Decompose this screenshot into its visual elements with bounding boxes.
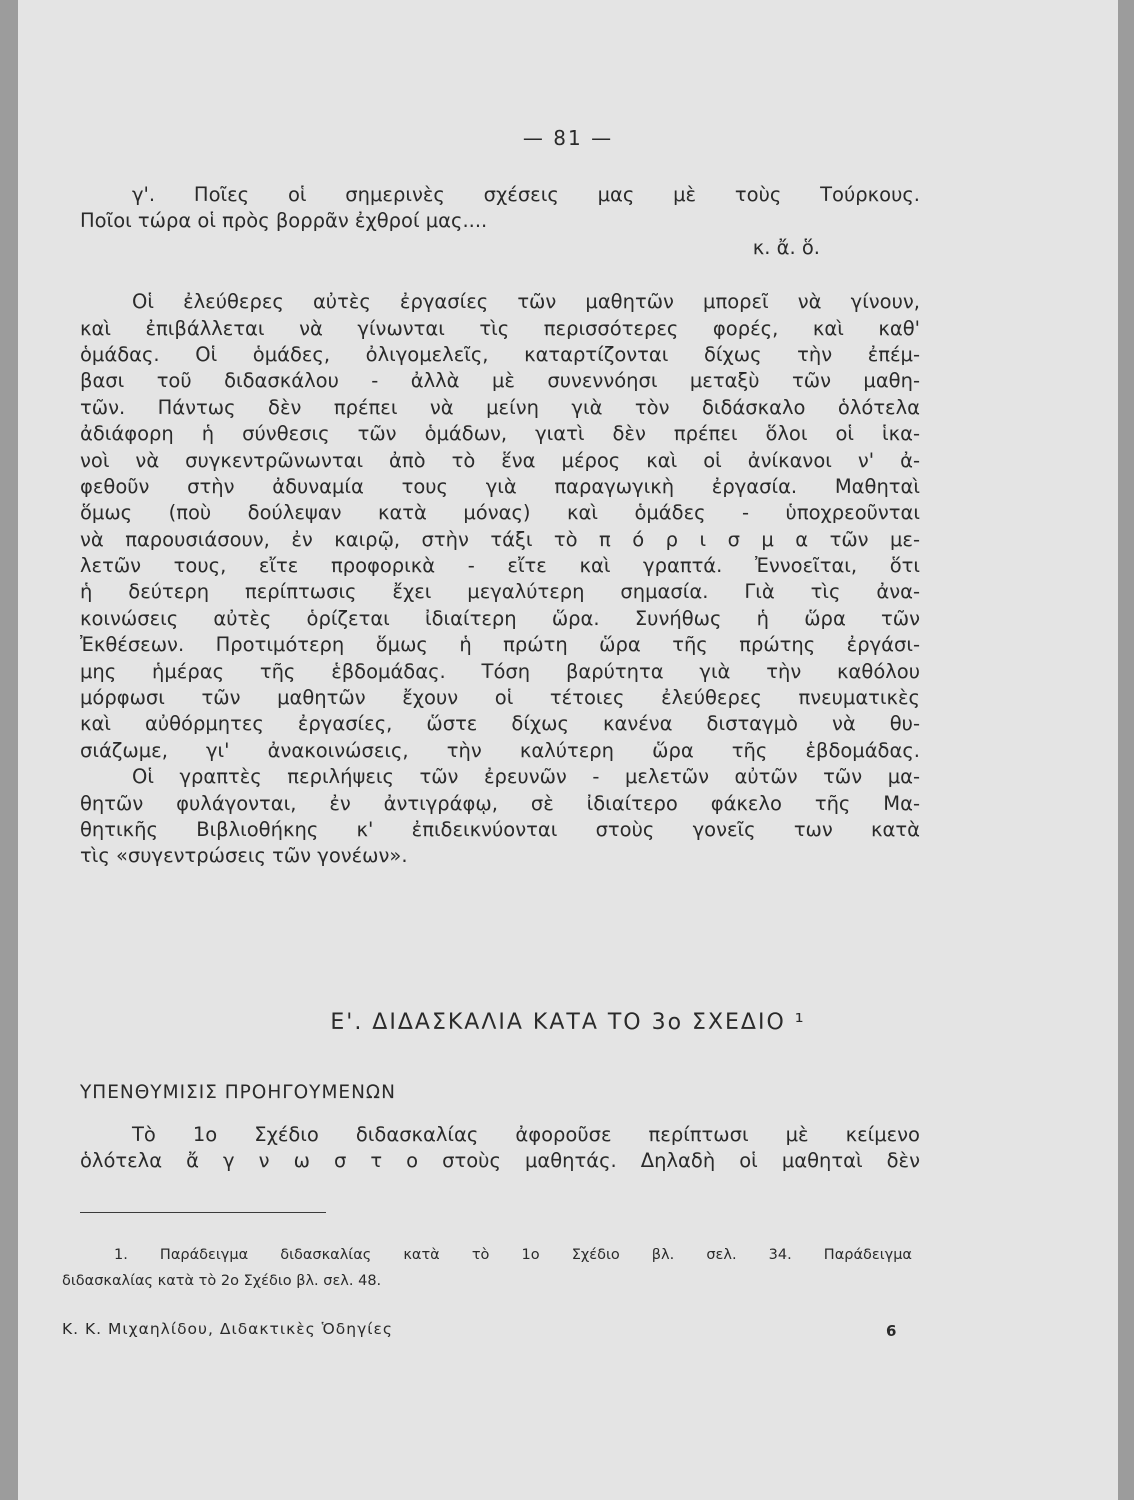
book-page (18, 0, 1118, 1500)
footnote-line: διδασκαλίας κατὰ τὸ 2ο Σχέδιο βλ. σελ. 48. (62, 1273, 382, 1290)
text-line: κ. ἄ. ὅ. (752, 235, 820, 259)
text-line: ὅμως (ποὺ δούλεψαν κατὰ μόνας) καὶ ὁμάδες - ὑποχρεοῦνται (80, 501, 920, 525)
text-line: ἡ δεύτερη περίπτωσις ἔχει μεγαλύτερη σημασία. Γιὰ τὶς ἀνα- (80, 580, 920, 604)
text-line: γ'. Ποῖες οἱ σημερινὲς σχέσεις μας μὲ τοὺς Τούρκους. (132, 183, 920, 206)
text-line: ἀδιάφορη ἡ σύνθεσις τῶν ὁμάδων, γιατὶ δὲν πρέπει ὅλοι οἱ ἱκα- (80, 422, 920, 446)
footer-author-title: Κ. Κ. Μιχαηλίδου, Διδακτικὲς Ὁδηγίες (62, 1320, 393, 1338)
text-line: τῶν. Πάντως δὲν πρέπει νὰ μείνη γιὰ τὸν διδάσκαλο ὁλότελα (80, 395, 920, 419)
footnote (62, 1244, 912, 1297)
paragraph-gap (80, 261, 920, 289)
text-line: Οἱ γραπτὲς περιλήψεις τῶν ἐρευνῶν - μελετῶν αὐτῶν τῶν μα- (132, 765, 920, 789)
text-line: Ἐκθέσεων. Προτιμότερη ὅμως ἡ πρώτη ὥρα τῆς πρώτης ἐργάσι- (80, 633, 920, 657)
section-subheading: ΥΠΕΝΘΥΜΙΣΙΣ ΠΡΟΗΓΟΥΜΕΝΩΝ (80, 1082, 396, 1103)
text-line: καὶ ἐπιβάλλεται νὰ γίνωνται τὶς περισσότερες φορές, καὶ καθ' (80, 316, 920, 340)
text-line: θητῶν φυλάγονται, ἐν ἀντιγράφῳ, σὲ ἰδιαίτερο φάκελο τῆς Μα- (80, 791, 920, 815)
text-line: λετῶν τους, εἴτε προφορικὰ - εἴτε καὶ γραπτά. Ἐννοεῖται, ὅτι (80, 554, 920, 578)
page-number: — 81 — (522, 126, 614, 150)
footnote-line: 1. Παράδειγμα διδασκαλίας κατὰ τὸ 1ο Σχέδιο βλ. σελ. 34. Παράδειγμα (114, 1247, 912, 1263)
text-line: μης ἡμέρας τῆς ἑβδομάδας. Τόση βαρύτητα γιὰ τὴν καθόλου (80, 659, 920, 683)
text-line: βασι τοῦ διδασκάλου - ἀλλὰ μὲ συνεννόησι μεταξὺ τῶν μαθη- (80, 369, 920, 393)
text-line: μόρφωσι τῶν μαθητῶν ἔχουν οἱ τέτοιες ἐλεύθερες πνευματικὲς (80, 686, 920, 710)
text-line: κοινώσεις αὐτὲς ὁρίζεται ἰδιαίτερη ὥρα. Συνήθως ἡ ὥρα τῶν (80, 606, 920, 630)
footer-signature-mark: 6 (886, 1322, 897, 1340)
text-line: Οἱ ἐλεύθερες αὐτὲς ἐργασίες τῶν μαθητῶν μπορεῖ νὰ γίνουν, (132, 290, 920, 314)
section-heading: Ε'. ΔΙΔΑΣΚΑΛΙΑ ΚΑΤΑ ΤΟ 3ο ΣΧΕΔΙΟ ¹ (330, 1010, 806, 1035)
text-line: νοὶ νὰ συγκεντρῶνωνται ἀπὸ τὸ ἕνα μέρος καὶ οἱ ἀνίκανοι ν' ἀ- (80, 448, 920, 472)
text-line: θητικῆς Βιβλιοθήκης κ' ἐπιδεικνύονται στοὺς γονεῖς των κατὰ (80, 817, 920, 841)
text-line: φεθοῦν στὴν ἀδυναμία τους γιὰ παραγωγικὴ ἐργασία. Μαθηταὶ (80, 474, 920, 498)
text-line: Τὸ 1ο Σχέδιο διδασκαλίας ἀφοροῦσε περίπτωσι μὲ κείμενο (132, 1123, 920, 1146)
text-line: σιάζωμε, γι' ἀνακοινώσεις, τὴν καλύτερη ὥρα τῆς ἑβδομάδας. (80, 738, 920, 762)
text-line: τὶς «συγεντρώσεις τῶν γονέων». (80, 844, 408, 868)
text-line: ὁμάδας. Οἱ ὁμάδες, ὀλιγομελεῖς, καταρτίζονται δίχως τὴν ἐπέμ- (80, 342, 920, 366)
section-text (80, 1122, 920, 1175)
body-text (80, 182, 920, 870)
text-line: Ποῖοι τώρα οἱ πρὸς βορρᾶν ἐχθροί μας.... (80, 209, 488, 233)
footnote-rule (80, 1212, 326, 1213)
text-line: νὰ παρουσιάσουν, ἐν καιρῷ, στὴν τάξι τὸ π ό ρ ι σ μ α τῶν με- (80, 527, 920, 551)
text-line: καὶ αὐθόρμητες ἐργασίες, ὥστε δίχως κανένα δισταγμὸ νὰ θυ- (80, 712, 920, 736)
text-line: ὁλότελα ἄ γ ν ω σ τ ο στοὺς μαθητάς. Δηλαδὴ οἱ μαθηταὶ δὲν (80, 1149, 920, 1173)
